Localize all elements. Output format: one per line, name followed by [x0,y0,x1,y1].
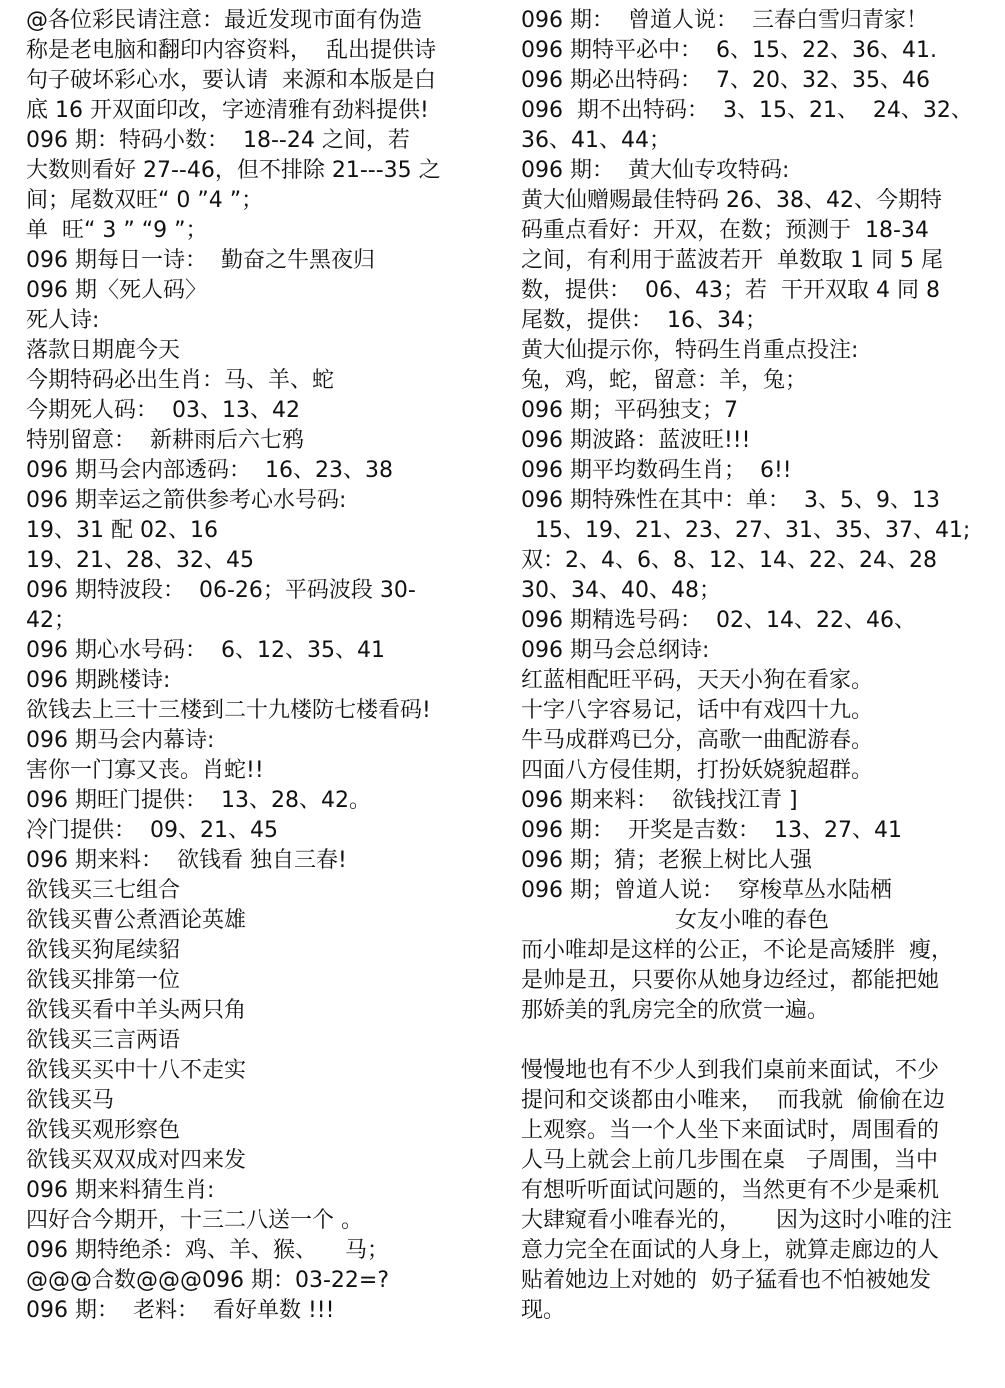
left-line: 冷门提供： 09、21、45 [26,818,278,843]
left-line: 19、31 配 02、16 [26,518,218,543]
right-line: 双：2、4、6、8、12、14、22、24、28 [521,548,937,573]
left-line: 大数则看好 27--46，但不排除 21---35 之 [26,158,441,183]
left-line: 096 期〈死人码〉 [26,278,207,303]
right-line: 096 期；猜；老猴上树比人强 [521,848,812,873]
right-line: 码重点看好：开双，在数；预测于 18-34 [521,218,929,243]
left-line: @各位彩民请注意：最近发现市面有伪造 [26,8,423,33]
right-line: 30、34、40、48； [521,578,721,603]
story-line: 而小唯却是这样的公正，不论是高矮胖 瘦， [521,938,953,963]
left-line: 间；尾数双旺“ 0 ”4 ”； [26,188,264,213]
right-line: 096 期不出特码： 3、15、21、 24、32、 [521,98,973,123]
right-line: 黄大仙赠赐最佳特码 26、38、42、今期特 [521,188,942,213]
right-line: 096 期特殊性在其中：单： 3、5、9、13 [521,488,940,513]
left-line: @@@合数@@@096 期：03-22=? [26,1268,390,1293]
right-line: 096 期马会总纲诗: [521,638,710,663]
right-line: 096 期： 开奖是吉数： 13、27、41 [521,818,902,843]
left-line: 096 期心水号码： 6、12、35、41 [26,638,385,663]
left-line: 欲钱买狗尾续貂 [26,938,181,963]
left-line: 欲钱买曹公煮酒论英雄 [26,908,247,933]
story-line: 慢慢地也有不少人到我们桌前来面试，不少 [521,1058,940,1083]
right-line: 牛马成群鸡已分，高歌一曲配游春。 [521,728,874,753]
right-column [521,6,983,1326]
right-line: 096 期来料： 欲钱找江青 ] [521,788,798,813]
left-line: 欲钱去上三十三楼到二十九楼防七楼看码! [26,698,431,723]
left-line: 单 旺“ 3 ” “9 ”； [26,218,208,243]
left-line: 今期特码必出生肖：马、羊、蛇 [26,368,335,393]
story-line: 人马上就会上前几步围在桌 子周围，当中 [521,1148,938,1173]
story-line: 有想听听面试问题的，当然更有不少是乘机 [521,1178,940,1203]
left-line: 096 期：特码小数： 18--24 之间，若 [26,128,410,153]
left-line: 096 期来料猜生肖: [26,1178,215,1203]
right-line: 096 期平均数码生肖； 6!! [521,458,792,483]
right-line: 四面八方侵佳期，打扮妖娆貌超群。 [521,758,874,783]
right-line: 096 期；平码独支；7 [521,398,738,423]
left-line: 096 期旺门提供： 13、28、42。 [26,788,371,813]
right-line: 096 期： 黄大仙专攻特码: [521,158,790,183]
right-line: 红蓝相配旺平码，天天小狗在看家。 [521,668,874,693]
left-line: 今期死人码： 03、13、42 [26,398,300,423]
left-line: 欲钱买马 [26,1088,115,1113]
right-line: 黄大仙提示你，特码生肖重点投注: [521,338,859,363]
left-line: 欲钱买看中羊头两只角 [26,998,247,1023]
story-line: 提问和交谈都由小唯来， 而我就 偷偷在边 [521,1088,945,1113]
right-line: 兔，鸡，蛇，留意：羊，兔； [521,368,808,393]
left-line: 096 期马会内部透码： 16、23、38 [26,458,393,483]
left-line: 096 期特波段： 06-26；平码波段 30- [26,578,416,603]
right-line: 之间，有利用于蓝波若开 单数取 1 同 5 尾 [521,248,943,273]
left-line: 欲钱买三言两语 [26,1028,181,1053]
left-line: 落款日期鹿今天 [26,338,181,363]
right-line: 36、41、44； [521,128,671,153]
left-line: 四好合今期开，十三二八送一个 。 [26,1208,363,1233]
story-line: 那娇美的乳房完全的欣赏一遍。 [521,998,830,1023]
left-line: 欲钱买买中十八不走实 [26,1058,247,1083]
left-line: 096 期每日一诗： 勤奋之牛黑夜归 [26,248,375,273]
paragraph-spacer [521,1026,983,1056]
left-line: 096 期幸运之箭供参考心水号码: [26,488,347,513]
left-line: 096 期特绝杀：鸡、羊、猴、 马； [26,1238,389,1263]
left-line: 特别留意： 新耕雨后六七鸦 [26,428,304,453]
left-line: 欲钱买观形察色 [26,1118,181,1143]
right-line: 15、19、21、23、27、31、35、37、41; [521,518,971,543]
left-line: 死人诗: [26,308,100,333]
left-line: 句子破坏彩心水，要认请 来源和本版是白 [26,68,436,93]
right-line: 数，提供： 06、43；若 干开双取 4 同 8 [521,278,940,303]
left-line: 096 期： 老料： 看好单数 !!! [26,1298,335,1323]
story-line: 大肆窥看小唯春光的， 因为这时小唯的注 [521,1208,952,1233]
left-line: 欲钱买三七组合 [26,878,181,903]
right-line: 096 期精选号码： 02、14、22、46、 [521,608,916,633]
left-line: 096 期马会内幕诗: [26,728,215,753]
story-line: 意力完全在面试的人身上，就算走廊边的人 [521,1238,940,1263]
right-line: 尾数，提供： 16、34； [521,308,767,333]
right-line: 096 期波路：蓝波旺!!! [521,428,751,453]
right-line: 096 期： 曾道人说： 三春白雪归青家！ [521,8,928,33]
right-line: 十字八字容易记，话中有戏四十九。 [521,698,874,723]
story-title: 女友小唯的春色 [674,908,829,933]
story-line: 贴着她边上对她的 奶子猛看也不怕被她发 [521,1268,931,1293]
left-line: 底 16 开双面印改，字迹清雅有劲料提供! [26,98,429,123]
left-line: 称是老电脑和翻印内容资料， 乱出提供诗 [26,38,436,63]
left-line: 欲钱买双双成对四来发 [26,1148,247,1173]
left-line: 害你一门寡又丧。肖蛇!! [26,758,264,783]
left-column [26,6,496,1326]
story-line: 现。 [521,1298,566,1323]
left-line: 19、21、28、32、45 [26,548,254,573]
left-line: 096 期来料： 欲钱看 独自三春! [26,848,347,873]
left-line: 096 期跳楼诗: [26,668,171,693]
right-line: 096 期特平必中： 6、15、22、36、41. [521,38,937,63]
right-line: 096 期必出特码： 7、20、32、35、46 [521,68,930,93]
left-line: 欲钱买排第一位 [26,968,181,993]
story-line: 是帅是丑，只要你从她身边经过，都能把她 [521,968,940,993]
left-line: 42； [26,608,76,633]
right-line: 096 期；曾道人说： 穿梭草丛水陆栖 [521,878,892,903]
story-line: 上观察。当一个人坐下来面试时，周围看的 [521,1118,940,1143]
